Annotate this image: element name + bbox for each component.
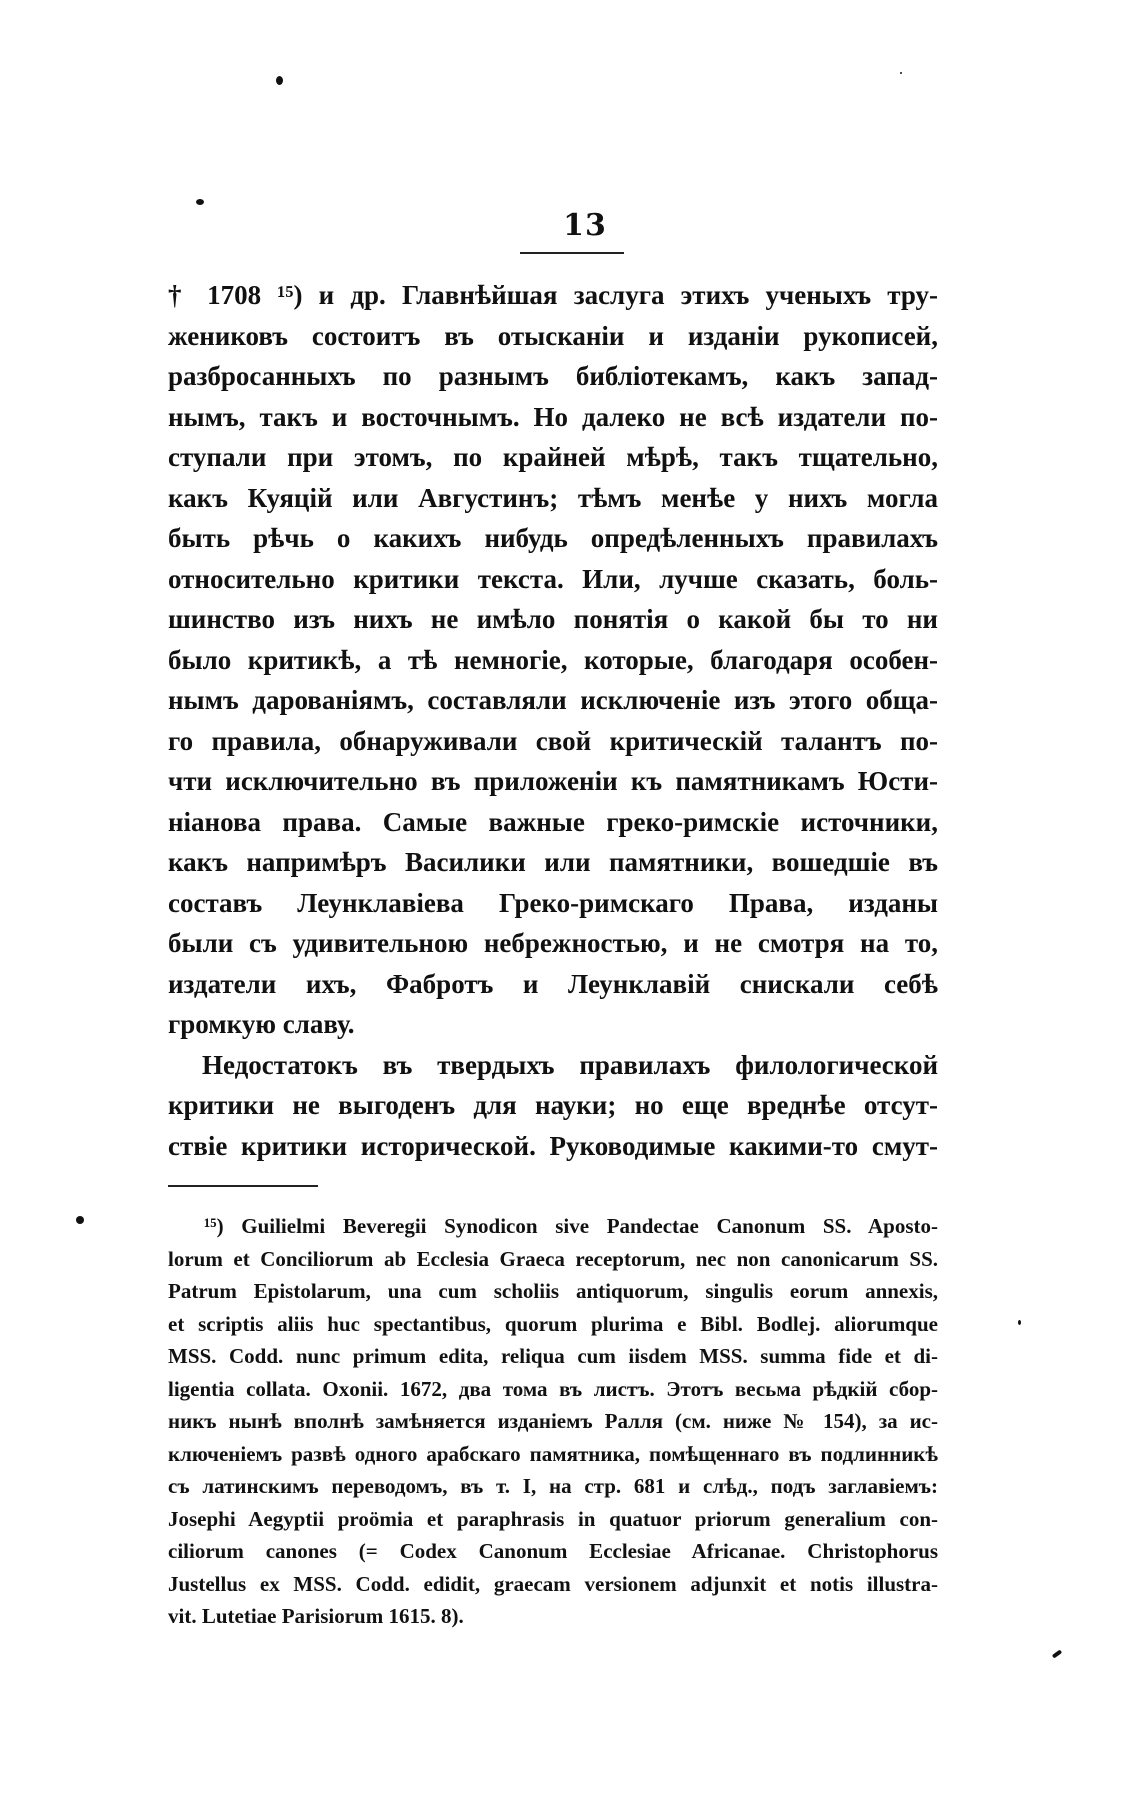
footnote-line: MSS. Codd. nunc primum edita, reliqua cum iisdem MSS. summa fide et di-: [168, 1344, 938, 1368]
body-line: го правила, обнаруживали свой критическій талантъ по-: [168, 725, 938, 756]
body-line: было критикѣ, а тѣ немногіе, которые, благодаря особен-: [168, 644, 938, 675]
scan-speck: [1052, 1649, 1062, 1658]
body-line: относительно критики текста. Или, лучше сказать, боль-: [168, 563, 938, 594]
page-number: 13: [563, 208, 607, 243]
body-line: ствіе критики исторической. Руководимые какими-то смут-: [168, 1130, 938, 1161]
footnote-line: Josephi Aegyptii proömia et paraphrasis in quatuor priorum generalium con-: [168, 1506, 938, 1531]
footnote-line: Justellus ex MSS. Codd. edidit, graecam versionem adjunxit et notis illustra-: [168, 1571, 938, 1596]
scan-speck: [900, 72, 902, 74]
footnote-line: съ латинскимъ переводомъ, въ т. I, на стр. 681 и слѣд., подъ заглавіемъ:: [168, 1474, 938, 1498]
body-line: издатели ихъ, Фабротъ и Леунклавій снискали себѣ: [168, 968, 938, 999]
header-rule: [520, 252, 624, 254]
body-line: чти исключительно въ приложеніи къ памятникамъ Юсти-: [168, 766, 938, 796]
footnote-line: никъ нынѣ вполнѣ замѣняется изданіемъ Ралля (см. ниже № 154), за ис-: [168, 1409, 938, 1433]
footnote-line: ciliorum canones (= Codex Canonum Ecclesiae Africanae. Christophorus: [168, 1539, 938, 1563]
footnote-line: Patrum Epistolarum, una cum scholiis antiquorum, singulis eorum annexis,: [168, 1279, 938, 1303]
body-line: нымъ дарованіямъ, составляли исключеніе изъ этого обща-: [168, 685, 938, 715]
footnote-line: et scriptis aliis huc spectantibus, quorum plurima e Bibl. Bodlej. aliorumque: [168, 1311, 938, 1336]
footnote-line: ligentia collata. Oxonii. 1672, два тома въ листъ. Этотъ весьма рѣдкій сбор-: [168, 1376, 938, 1401]
body-line: какъ Куяцій или Августинъ; тѣмъ менѣе у нихъ могла: [168, 482, 938, 513]
footnote-line: ключеніемъ развѣ одного арабскаго памятника, помѣщеннаго въ подлинникѣ: [168, 1441, 938, 1466]
body-line: быть рѣчь о какихъ нибудь опредѣленныхъ правилахъ: [168, 523, 938, 553]
body-line: были съ удивительною небрежностью, и не смотря на то,: [168, 928, 938, 958]
body-line: † 1708 ¹⁵) и др. Главнѣйшая заслуга этихъ ученыхъ тру-: [168, 280, 938, 310]
body-line: ступали при этомъ, по крайней мѣрѣ, такъ тщательно,: [168, 442, 938, 472]
body-line: Недостатокъ въ твердыхъ правилахъ филологической: [202, 1049, 938, 1080]
footnotes: [168, 1210, 938, 1633]
body-line: критики не выгоденъ для науки; но еще вреднѣе отсут-: [168, 1090, 938, 1120]
body-text: [168, 275, 938, 1166]
scan-speck: [76, 1216, 84, 1224]
footnote-line: ¹⁵) Guilielmi Beveregii Synodicon sive Pandectae Canonum SS. Aposto-: [204, 1214, 938, 1238]
scan-speck: [196, 199, 204, 205]
footnote-rule: [168, 1185, 318, 1187]
body-line: нымъ, такъ и восточнымъ. Но далеко не всѣ издатели по-: [168, 401, 938, 432]
scan-speck: [1018, 1320, 1021, 1325]
body-line: ніанова права. Самые важные греко-римскіе источники,: [168, 806, 938, 837]
footnote-line: vit. Lutetiae Parisiorum 1615. 8).: [168, 1604, 464, 1628]
footnote-line: lorum et Conciliorum ab Ecclesia Graeca receptorum, nec non canonicarum SS.: [168, 1246, 938, 1271]
body-line: какъ напримѣръ Василики или памятники, вошедшіе въ: [168, 847, 938, 877]
body-line: громкую славу.: [168, 1009, 355, 1039]
body-line: разбросанныхъ по разнымъ библіотекамъ, какъ запад-: [168, 361, 938, 391]
scan-speck: [276, 76, 283, 85]
body-line: жениковъ состоитъ въ отысканіи и изданіи рукописей,: [168, 320, 938, 351]
body-line: составъ Леунклавіева Греко-римскаго Права, изданы: [168, 887, 938, 918]
body-line: шинство изъ нихъ не имѣло понятія о какой бы то ни: [168, 604, 938, 634]
